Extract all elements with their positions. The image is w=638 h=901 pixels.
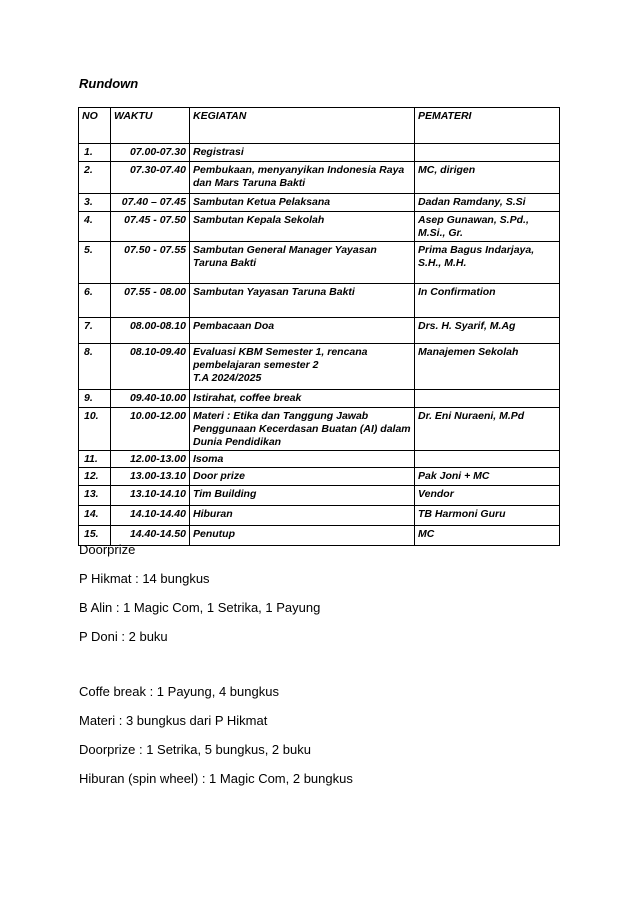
table-row <box>79 162 560 194</box>
cell-activity: Evaluasi KBM Semester 1, rencana pembelajaran semester 2 T.A 2024/2025 <box>190 344 415 390</box>
table-row <box>79 212 560 242</box>
cell-activity: Materi : Etika dan Tanggung Jawab Penggunaan Kecerdasan Buatan (AI) dalam Dunia Pendidikan <box>190 408 415 451</box>
cell-speaker: Vendor <box>415 486 560 506</box>
table-row <box>79 344 560 390</box>
cell-no: 2. <box>79 162 111 194</box>
summary-item: Coffe break : 1 Payung, 4 bungkus <box>79 684 279 699</box>
cell-time: 07.40 – 07.45 <box>111 194 190 212</box>
cell-speaker: Dadan Ramdany, S.Si <box>415 194 560 212</box>
cell-speaker: TB Harmoni Guru <box>415 506 560 526</box>
header-time: WAKTU <box>111 108 190 144</box>
cell-speaker: Drs. H. Syarif, M.Ag <box>415 318 560 344</box>
cell-no: 7. <box>79 318 111 344</box>
cell-speaker: In Confirmation <box>415 284 560 318</box>
cell-speaker: Pak Joni + MC <box>415 468 560 486</box>
cell-no: 15. <box>79 526 111 546</box>
cell-no: 5. <box>79 242 111 284</box>
cell-activity: Tim Building <box>190 486 415 506</box>
cell-no: 1. <box>79 144 111 162</box>
cell-time: 07.55 - 08.00 <box>111 284 190 318</box>
cell-time: 07.50 - 07.55 <box>111 242 190 284</box>
table-row <box>79 194 560 212</box>
cell-time: 08.10-09.40 <box>111 344 190 390</box>
cell-activity: Penutup <box>190 526 415 546</box>
cell-activity: Registrasi <box>190 144 415 162</box>
cell-time: 07.00-07.30 <box>111 144 190 162</box>
cell-speaker: MC <box>415 526 560 546</box>
cell-activity: Isoma <box>190 451 415 468</box>
cell-time: 08.00-08.10 <box>111 318 190 344</box>
header-no: NO <box>79 108 111 144</box>
table-row <box>79 284 560 318</box>
cell-activity: Sambutan General Manager Yayasan Taruna Bakti <box>190 242 415 284</box>
cell-activity: Sambutan Ketua Pelaksana <box>190 194 415 212</box>
doorprize-item: B Alin : 1 Magic Com, 1 Setrika, 1 Payung <box>79 600 321 615</box>
cell-no: 4. <box>79 212 111 242</box>
cell-activity: Pembacaan Doa <box>190 318 415 344</box>
cell-no: 9. <box>79 390 111 408</box>
table-row <box>79 390 560 408</box>
doorprize-title: Doorprize <box>79 542 136 557</box>
table-row <box>79 506 560 526</box>
cell-activity: Door prize <box>190 468 415 486</box>
cell-time: 07.45 - 07.50 <box>111 212 190 242</box>
cell-activity: Sambutan Yayasan Taruna Bakti <box>190 284 415 318</box>
cell-activity: Hiburan <box>190 506 415 526</box>
table-row <box>79 486 560 506</box>
cell-no: 13. <box>79 486 111 506</box>
cell-activity: Pembukaan, menyanyikan Indonesia Raya dan Mars Taruna Bakti <box>190 162 415 194</box>
table-row <box>79 408 560 451</box>
doorprize-item: P Hikmat : 14 bungkus <box>79 571 210 586</box>
cell-time: 09.40-10.00 <box>111 390 190 408</box>
rundown-table <box>78 107 560 546</box>
cell-speaker <box>415 451 560 468</box>
cell-time: 12.00-13.00 <box>111 451 190 468</box>
cell-activity: Istirahat, coffee break <box>190 390 415 408</box>
table-row <box>79 318 560 344</box>
table-row <box>79 144 560 162</box>
cell-time: 13.00-13.10 <box>111 468 190 486</box>
notes-section <box>79 541 353 799</box>
cell-no: 6. <box>79 284 111 318</box>
rundown-heading: Rundown <box>79 76 139 91</box>
summary-item: Doorprize : 1 Setrika, 5 bungkus, 2 buku <box>79 742 311 757</box>
cell-activity: Sambutan Kepala Sekolah <box>190 212 415 242</box>
table-row <box>79 468 560 486</box>
cell-speaker: MC, dirigen <box>415 162 560 194</box>
summary-item: Hiburan (spin wheel) : 1 Magic Com, 2 bungkus <box>79 771 353 786</box>
cell-time: 07.30-07.40 <box>111 162 190 194</box>
doorprize-item: P Doni : 2 buku <box>79 629 168 644</box>
cell-no: 10. <box>79 408 111 451</box>
cell-time: 13.10-14.10 <box>111 486 190 506</box>
cell-no: 11. <box>79 451 111 468</box>
cell-time: 14.40-14.50 <box>111 526 190 546</box>
summary-item: Materi : 3 bungkus dari P Hikmat <box>79 713 268 728</box>
cell-speaker: Manajemen Sekolah <box>415 344 560 390</box>
table-row <box>79 242 560 284</box>
header-speaker: PEMATERI <box>415 108 560 144</box>
cell-no: 3. <box>79 194 111 212</box>
cell-time: 10.00-12.00 <box>111 408 190 451</box>
cell-no: 8. <box>79 344 111 390</box>
cell-time: 14.10-14.40 <box>111 506 190 526</box>
cell-no: 14. <box>79 506 111 526</box>
table-row <box>79 451 560 468</box>
header-activity: KEGIATAN <box>190 108 415 144</box>
cell-speaker <box>415 144 560 162</box>
table-header-row <box>79 108 560 144</box>
cell-no: 12. <box>79 468 111 486</box>
cell-speaker <box>415 390 560 408</box>
cell-speaker: Asep Gunawan, S.Pd., M.Si., Gr. <box>415 212 560 242</box>
table-body <box>79 144 560 546</box>
cell-speaker: Prima Bagus Indarjaya, S.H., M.H. <box>415 242 560 284</box>
cell-speaker: Dr. Eni Nuraeni, M.Pd <box>415 408 560 451</box>
